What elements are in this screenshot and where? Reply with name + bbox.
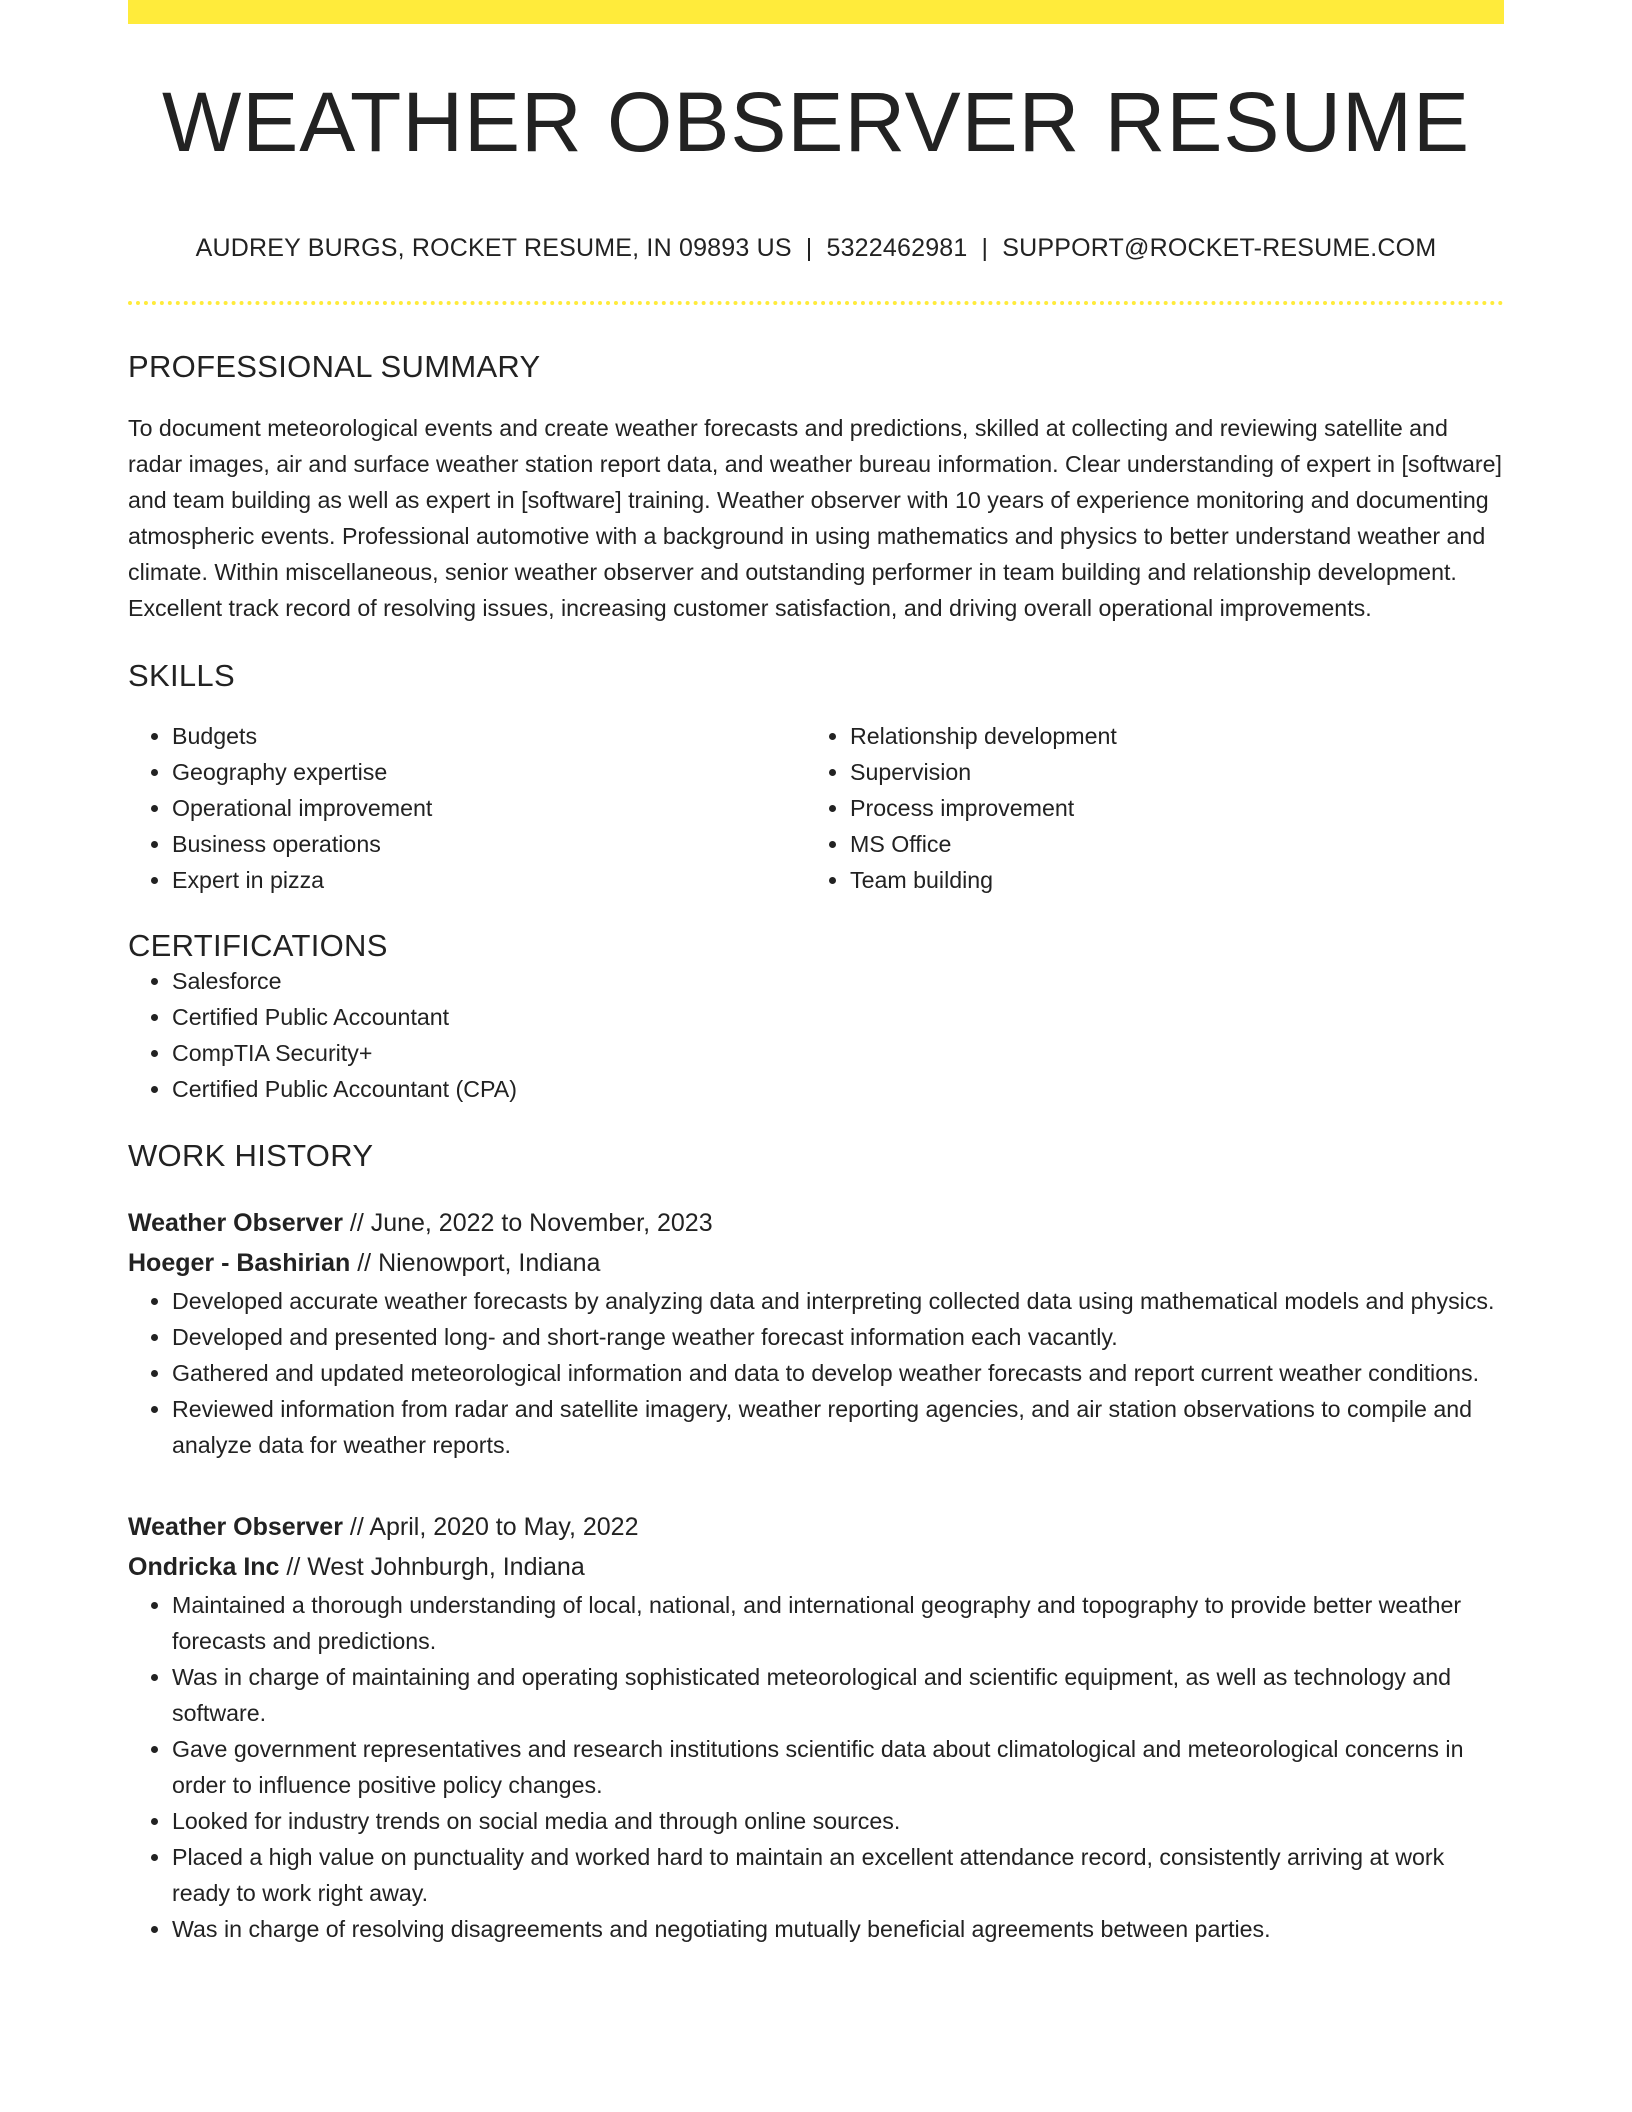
job-duty: • Developed and presented long- and short-range weather forecast information each vacantly.	[172, 1319, 1504, 1355]
skill-item: • Relationship development	[850, 718, 1484, 754]
job-duty: • Looked for industry trends on social media and through online sources.	[172, 1803, 1504, 1839]
certification-item: • Certified Public Accountant	[172, 999, 1504, 1035]
job-title: Weather Observer	[128, 1513, 343, 1542]
skill-item: • Operational improvement	[172, 790, 806, 826]
contact-address: AUDREY BURGS, ROCKET RESUME, IN 09893 US	[195, 234, 792, 262]
resume-title: WEATHER OBSERVER RESUME	[161, 75, 1471, 169]
skill-item: • Geography expertise	[172, 754, 806, 790]
job-duty: • Reviewed information from radar and satellite imagery, weather reporting agencies, and air station observations to compile and analyze data for weather reports.	[172, 1391, 1504, 1463]
skill-item: • Team building	[850, 862, 1484, 898]
skill-item: • Budgets	[172, 718, 806, 754]
job-company-line	[128, 1547, 1504, 1587]
job-dates: // June, 2022 to November, 2023	[342, 1209, 713, 1238]
certification-item: • Salesforce	[172, 963, 1504, 999]
job-duty: • Developed accurate weather forecasts by analyzing data and interpreting collected data using mathematical models and physics.	[172, 1283, 1504, 1319]
job-company: Ondricka Inc	[128, 1553, 280, 1582]
job-duty: • Was in charge of maintaining and operating sophisticated meteorological and scientific equipment, as well as technology and software.	[172, 1659, 1504, 1731]
job-title-line	[128, 1507, 1504, 1547]
skill-item: • Expert in pizza	[172, 862, 806, 898]
summary-text: To document meteorological events and create weather forecasts and predictions, skilled at collecting and reviewing satellite and radar images, air and surface weather station report data, and weather bureau information. Clear understanding of expert in [software] and team building as well as expert in [software] training. Weather observer with 10 years of experience monitoring and documenting atmospheric events. Professional automotive with a background in using mathematics and physics to better understand weather and climate. Within miscellaneous, senior weather observer and outstanding performer in team building and relationship development. Excellent track record of resolving issues, increasing customer satisfaction, and driving overall operational improvements.	[128, 415, 1502, 622]
skills-column-left	[128, 718, 806, 898]
job-duty: • Was in charge of resolving disagreements and negotiating mutually beneficial agreements between parties.	[172, 1911, 1504, 1947]
skill-item: • Business operations	[172, 826, 806, 862]
skill-item: • Process improvement	[850, 790, 1484, 826]
job-duty: • Maintained a thorough understanding of local, national, and international geography and topography to provide better weather forecasts and predictions.	[172, 1587, 1504, 1659]
skills-list-right	[806, 718, 1484, 898]
job-company: Hoeger - Bashirian	[128, 1249, 351, 1278]
job-entry	[128, 1507, 1504, 1947]
skills-grid	[128, 718, 1504, 898]
job-dates: // April, 2020 to May, 2022	[342, 1513, 639, 1542]
certification-item: • Certified Public Accountant (CPA)	[172, 1071, 1504, 1107]
job-title: Weather Observer	[128, 1209, 343, 1238]
certification-item: • CompTIA Security+	[172, 1035, 1504, 1071]
job-company-line	[128, 1243, 1504, 1283]
contact-phone: 5322462981	[826, 234, 968, 262]
job-location: // West Johnburgh, Indiana	[279, 1553, 585, 1582]
summary-heading: PROFESSIONAL SUMMARY	[128, 349, 541, 384]
skill-item: • Supervision	[850, 754, 1484, 790]
job-duties-list	[128, 1283, 1504, 1463]
work-history-heading: WORK HISTORY	[128, 1138, 374, 1174]
contact-separator: |	[981, 234, 989, 262]
job-duty: • Placed a high value on punctuality and worked hard to maintain an excellent attendance record, consistently arriving at work ready to work right away.	[172, 1839, 1504, 1911]
job-duty: • Gathered and updated meteorological information and data to develop weather forecasts and report current weather conditions.	[172, 1355, 1504, 1391]
skills-column-right	[806, 718, 1484, 898]
contact-separator: |	[805, 234, 813, 262]
resume-page	[128, 0, 1504, 1947]
skills-list-left	[128, 718, 806, 898]
job-duty: • Gave government representatives and research institutions scientific data about climatological and meteorological concerns in order to influence positive policy changes.	[172, 1731, 1504, 1803]
job-title-line	[128, 1203, 1504, 1243]
contact-line	[128, 234, 1504, 263]
job-location: // Nienowport, Indiana	[350, 1249, 601, 1278]
certifications-list	[128, 963, 1504, 1107]
certifications-heading: CERTIFICATIONS	[128, 928, 388, 964]
job-duties-list	[128, 1587, 1504, 1947]
job-entry	[128, 1203, 1504, 1463]
skill-item: • MS Office	[850, 826, 1484, 862]
top-accent-bar	[128, 0, 1504, 24]
contact-email: SUPPORT@ROCKET-RESUME.COM	[1002, 234, 1437, 262]
skills-heading: SKILLS	[128, 658, 235, 694]
dotted-divider	[128, 301, 1504, 305]
